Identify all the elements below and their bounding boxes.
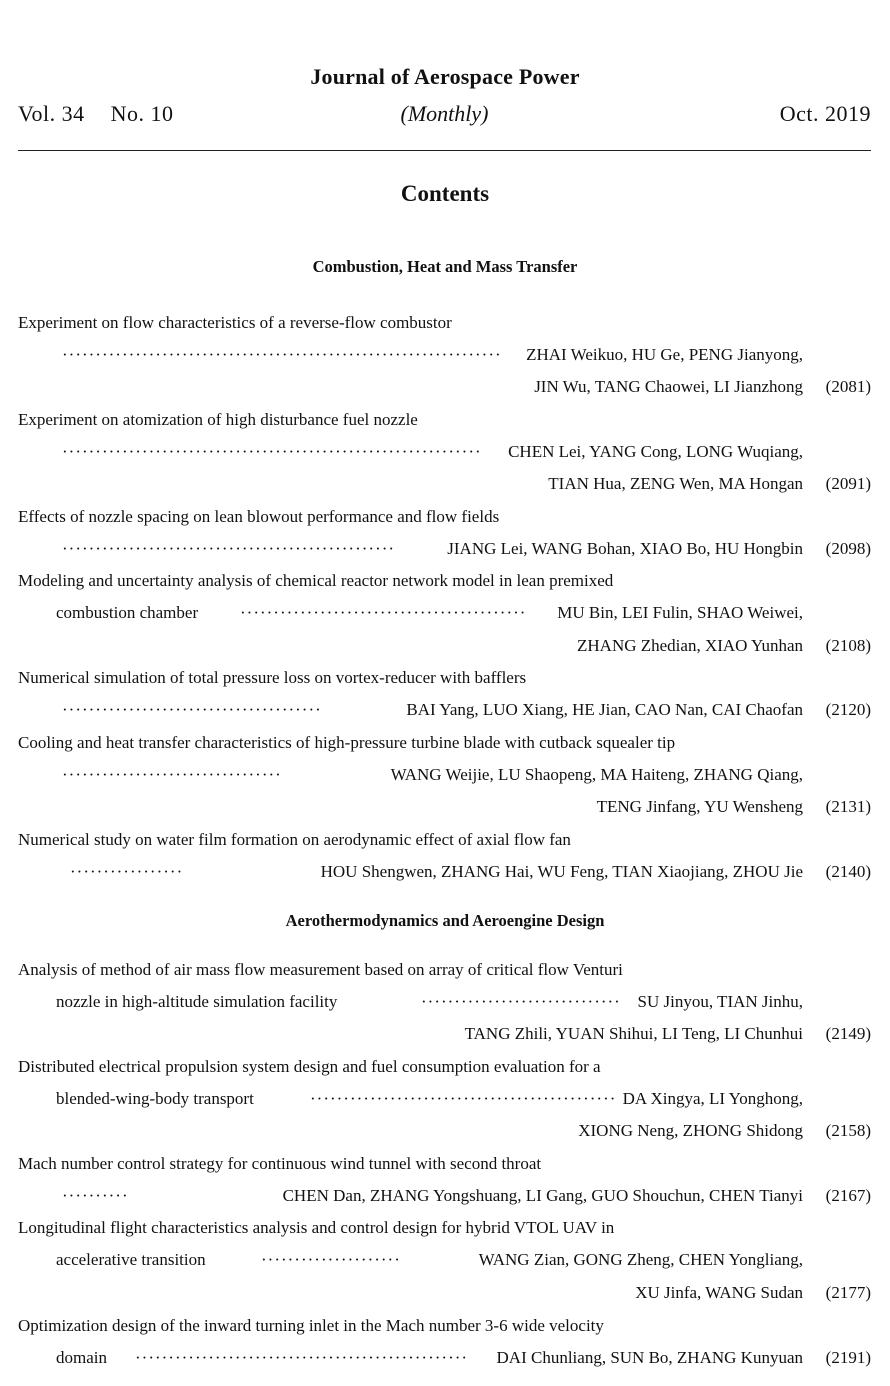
article-title[interactable] <box>18 730 871 756</box>
article-authors <box>18 762 871 788</box>
leader-dots: ·············································· <box>310 1089 617 1108</box>
page-number: (2177) <box>825 1283 871 1302</box>
article-title[interactable] <box>18 310 871 336</box>
leader-dots: ·················································· <box>62 539 396 558</box>
article-title-text: blended-wing-body transport <box>56 1089 254 1108</box>
authors-text: SU Jinyou, TIAN Jinhu, <box>637 992 803 1011</box>
page-number: (2167) <box>825 1186 871 1205</box>
authors-text: XIONG Neng, ZHONG Shidong <box>578 1121 803 1140</box>
article-title[interactable] <box>18 827 871 853</box>
authors-text: WANG Weijie, LU Shaopeng, MA Haiteng, ZHANG Qiang, <box>390 765 803 784</box>
article-authors <box>18 374 871 400</box>
article-title-text: combustion chamber <box>56 603 199 622</box>
article-title-text: Cooling and heat transfer characteristics of high-pressure turbine blade with cutback squealer tip <box>18 733 676 752</box>
article-authors <box>18 697 871 723</box>
journal-title: Journal of Aerospace Power <box>310 64 580 89</box>
article-title-text: domain <box>56 1348 107 1367</box>
article-authors <box>18 1118 871 1144</box>
article-title-text: nozzle in high-altitude simulation facility <box>56 992 338 1011</box>
leader-dots: ·········· <box>62 1186 129 1205</box>
article-title-text: Optimization design of the inward turning inlet in the Mach number 3-6 wide velocity <box>18 1316 604 1335</box>
page-number: (2120) <box>825 700 871 719</box>
authors-text: BAI Yang, LUO Xiang, HE Jian, CAO Nan, CAI Chaofan <box>406 700 803 719</box>
issue-number: No. 10 <box>110 101 174 126</box>
leader-dots: ····················· <box>261 1250 401 1269</box>
volume: Vol. 34 <box>18 101 85 126</box>
authors-text: ZHAI Weikuo, HU Ge, PENG Jianyong, <box>526 345 803 364</box>
article-authors <box>18 342 871 368</box>
issue-info-line <box>18 101 871 133</box>
article-title[interactable] <box>18 1215 871 1241</box>
page-number: (2191) <box>825 1348 871 1367</box>
leader-dots: ··········································· <box>240 603 527 622</box>
article-title-text: Numerical study on water film formation on aerodynamic effect of axial flow fan <box>18 830 571 849</box>
authors-text: TIAN Hua, ZENG Wen, MA Hongan <box>548 474 803 493</box>
authors-text: CHEN Dan, ZHANG Yongshuang, LI Gang, GUO Shouchun, CHEN Tianyi <box>282 1186 803 1205</box>
page-number: (2131) <box>825 797 871 816</box>
article-title[interactable] <box>18 957 871 983</box>
article-title-continued <box>18 989 871 1015</box>
article-authors <box>18 536 871 562</box>
leader-dots: ················· <box>70 862 184 881</box>
article-title-text: Modeling and uncertainty analysis of chemical reactor network model in lean premixed <box>18 571 614 590</box>
article-title-text: Experiment on flow characteristics of a reverse-flow combustor <box>18 313 452 332</box>
authors-text: ZHANG Zhedian, XIAO Yunhan <box>577 636 803 655</box>
article-title-text: Longitudinal flight characteristics analysis and control design for hybrid VTOL UAV in <box>18 1218 615 1237</box>
section-title: Aerothermodynamics and Aeroengine Design <box>285 911 605 930</box>
article-title-continued <box>18 1086 871 1112</box>
article-title[interactable] <box>18 407 871 433</box>
authors-text: TANG Zhili, YUAN Shihui, LI Teng, LI Chunhui <box>464 1024 803 1043</box>
article-title-text: accelerative transition <box>56 1250 206 1269</box>
frequency-text: (Monthly) <box>400 101 489 126</box>
authors-text: XU Jinfa, WANG Sudan <box>635 1283 803 1302</box>
authors-text: CHEN Lei, YANG Cong, LONG Wuqiang, <box>508 442 803 461</box>
authors-text: HOU Shengwen, ZHANG Hai, WU Feng, TIAN Xiaojiang, ZHOU Jie <box>320 862 803 881</box>
article-title-text: Effects of nozzle spacing on lean blowout performance and flow fields <box>18 507 500 526</box>
leader-dots: ······························································· <box>62 442 482 461</box>
authors-text: JIN Wu, TANG Chaowei, LI Jianzhong <box>534 377 803 396</box>
page-number: (2081) <box>825 377 871 396</box>
leader-dots: ······························ <box>421 992 621 1011</box>
leader-dots: ·································································· <box>62 345 502 364</box>
authors-text: WANG Zian, GONG Zheng, CHEN Yongliang, <box>478 1250 803 1269</box>
article-authors <box>18 1183 871 1209</box>
authors-text: DA Xingya, LI Yonghong, <box>622 1089 803 1108</box>
article-title[interactable] <box>18 665 871 691</box>
article-title[interactable] <box>18 1151 871 1177</box>
article-title-continued <box>18 600 871 626</box>
page-number: (2098) <box>825 539 871 558</box>
article-authors <box>18 633 871 659</box>
article-title[interactable] <box>18 1054 871 1080</box>
article-authors <box>18 794 871 820</box>
article-title-continued <box>18 1247 871 1273</box>
article-title-continued <box>18 1345 871 1371</box>
issue-date: Oct. 2019 <box>779 101 871 126</box>
authors-text: TENG Jinfang, YU Wensheng <box>596 797 803 816</box>
leader-dots: ······································· <box>62 700 322 719</box>
page-number: (2158) <box>825 1121 871 1140</box>
article-authors <box>18 439 871 465</box>
article-title-text: Analysis of method of air mass flow measurement based on array of critical flow Venturi <box>18 960 623 979</box>
frequency <box>18 101 871 127</box>
authors-text: JIANG Lei, WANG Bohan, XIAO Bo, HU Hongbin <box>447 539 803 558</box>
article-title[interactable] <box>18 504 871 530</box>
article-title-text: Mach number control strategy for continuous wind tunnel with second throat <box>18 1154 542 1173</box>
leader-dots: ·················································· <box>135 1348 469 1367</box>
section-title: Combustion, Heat and Mass Transfer <box>312 257 578 276</box>
article-authors <box>18 471 871 497</box>
contents-heading: Contents <box>400 181 490 206</box>
header-divider <box>18 150 871 151</box>
page-number: (2091) <box>825 474 871 493</box>
article-title-text: Distributed electrical propulsion system design and fuel consumption evaluation for a <box>18 1057 601 1076</box>
authors-text: DAI Chunliang, SUN Bo, ZHANG Kunyuan <box>496 1348 803 1367</box>
page-number: (2149) <box>825 1024 871 1043</box>
authors-text: MU Bin, LEI Fulin, SHAO Weiwei, <box>557 603 803 622</box>
article-authors <box>18 1021 871 1047</box>
article-authors <box>18 1280 871 1306</box>
page-number: (2140) <box>825 862 871 881</box>
article-authors <box>18 859 871 885</box>
article-title-text: Numerical simulation of total pressure loss on vortex-reducer with bafflers <box>18 668 527 687</box>
article-title[interactable] <box>18 1313 871 1339</box>
leader-dots: ································· <box>62 765 282 784</box>
article-title-text: Experiment on atomization of high disturbance fuel nozzle <box>18 410 418 429</box>
article-title[interactable] <box>18 568 871 594</box>
page-number: (2108) <box>825 636 871 655</box>
